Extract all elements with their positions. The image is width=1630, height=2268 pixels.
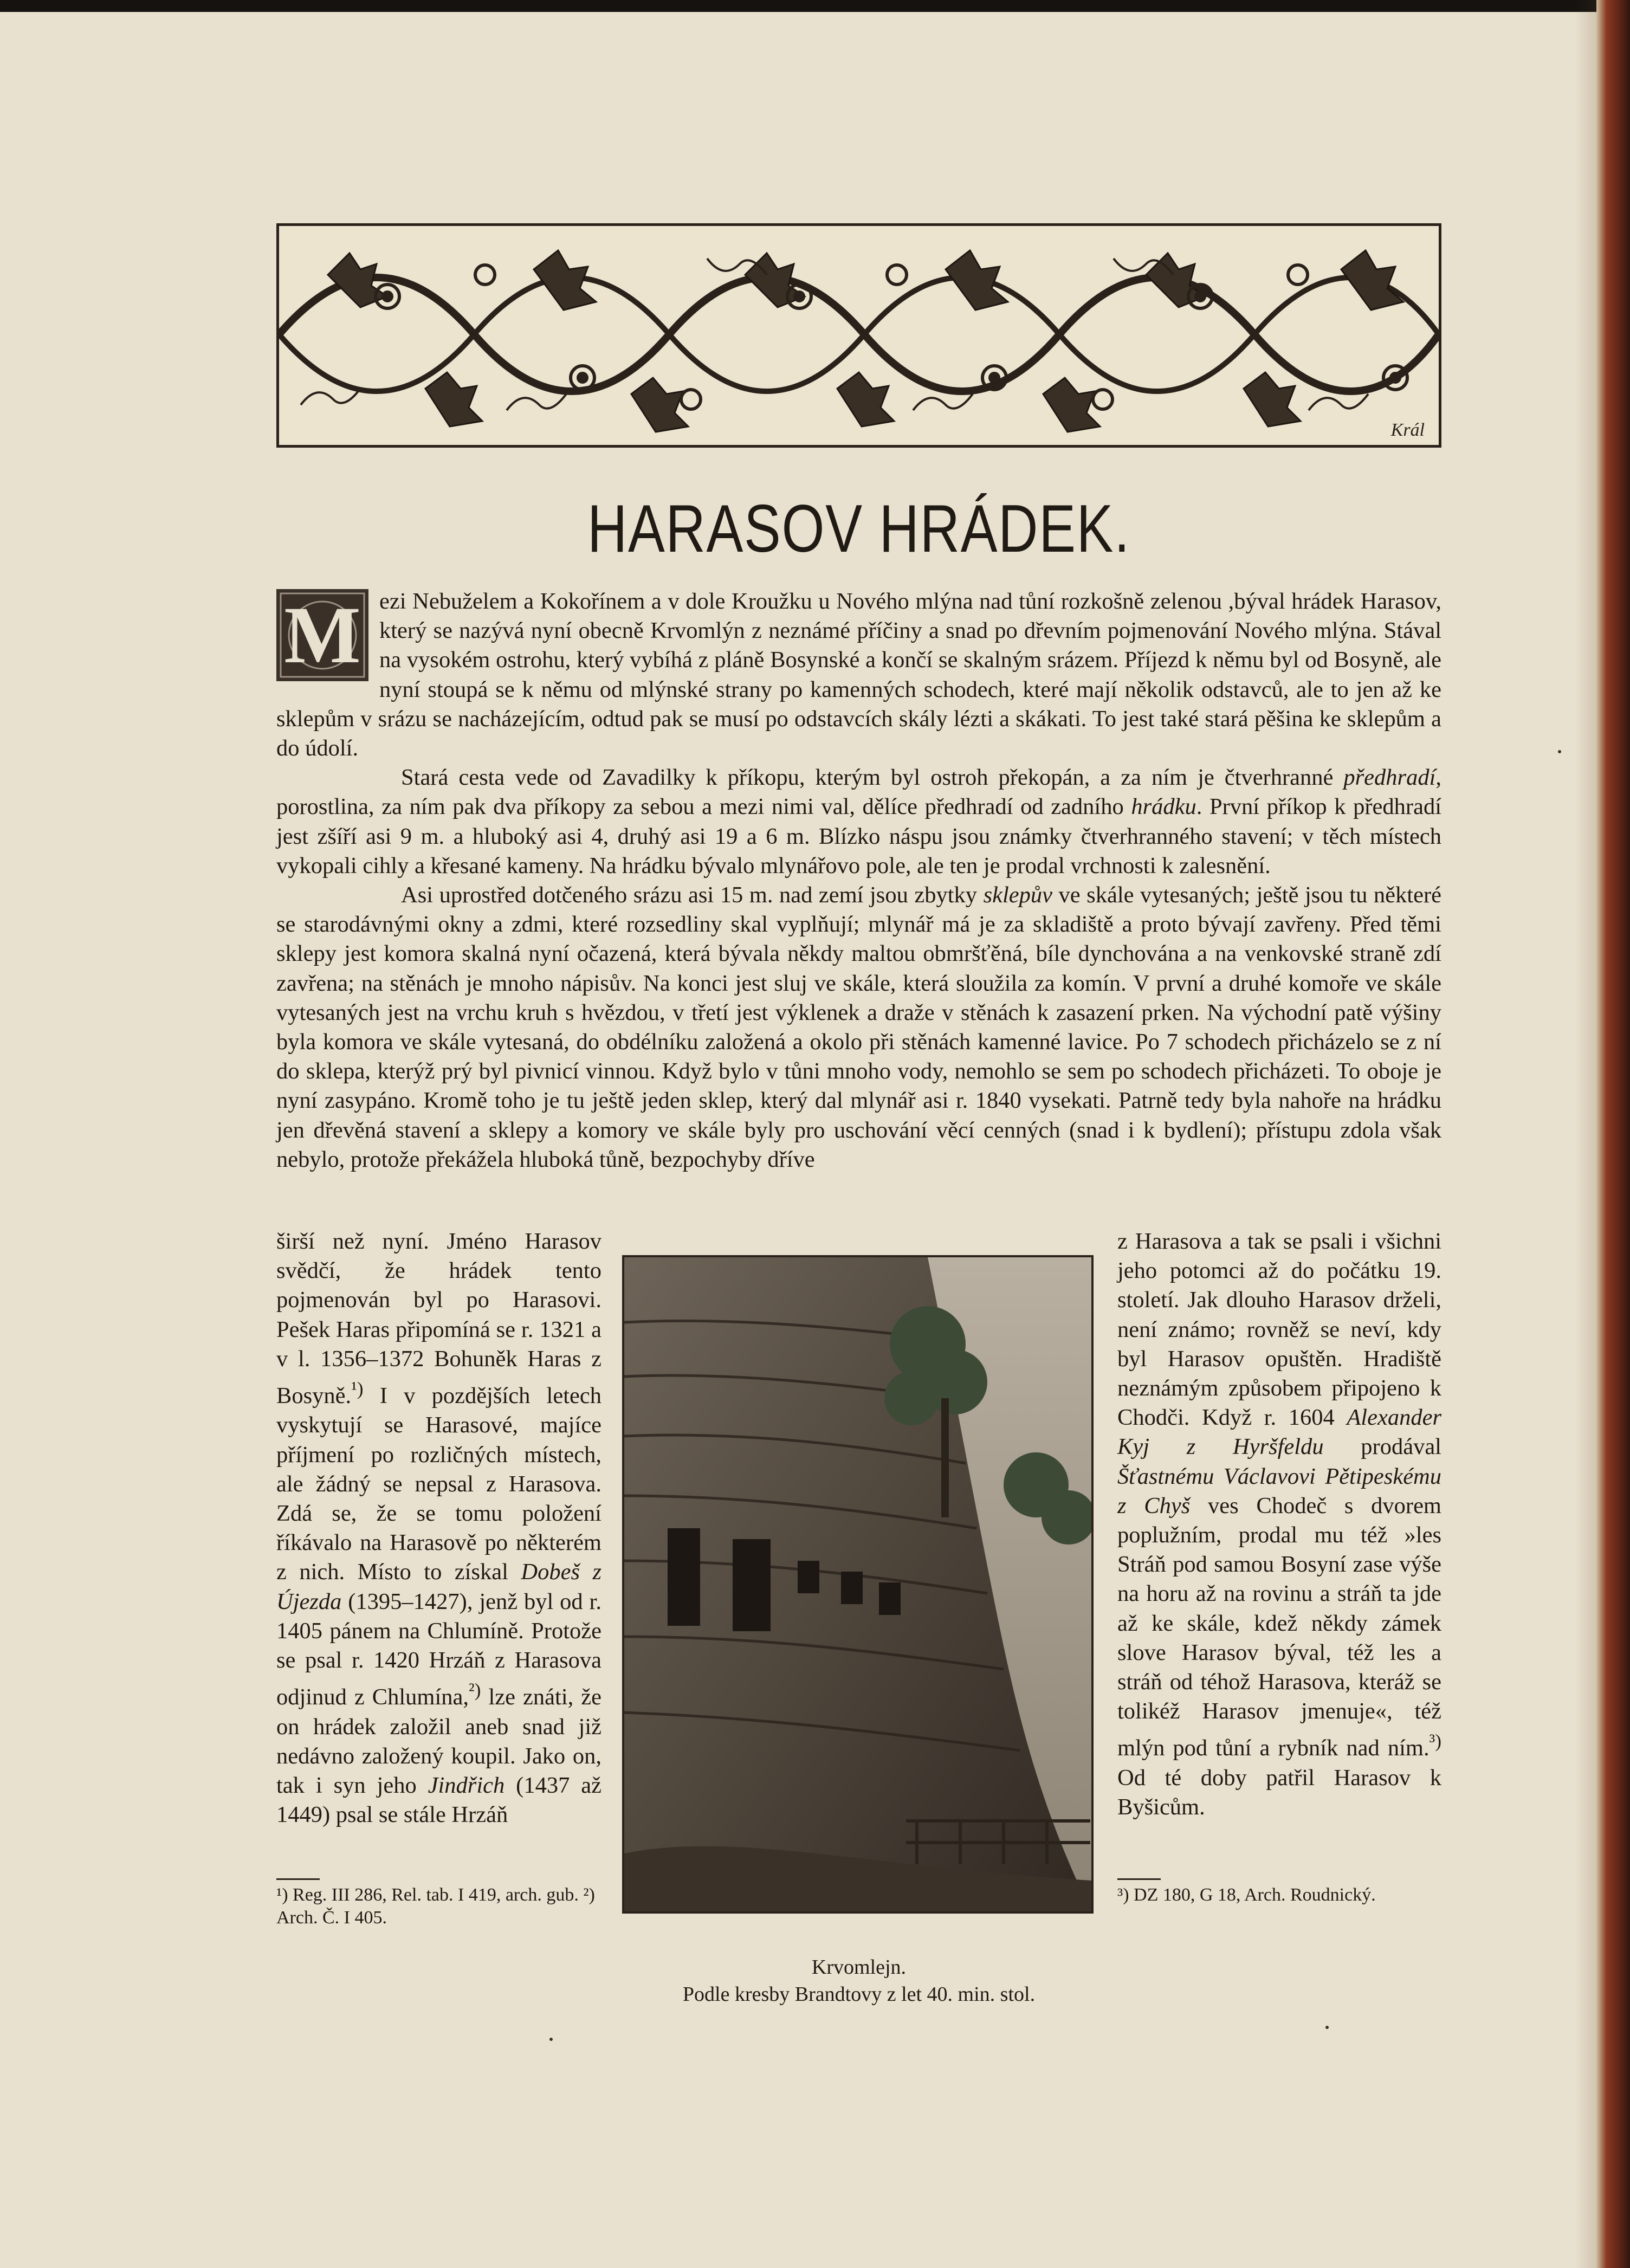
artist-signature: Král [1390, 420, 1425, 440]
dropcap [276, 589, 368, 681]
footnote-rule-left [276, 1878, 320, 1880]
paper-speck [1325, 2026, 1329, 2029]
left-column [276, 1227, 601, 1830]
page-title: HARASOV HRÁDEK. [587, 492, 1131, 566]
figure-caption [596, 1954, 1122, 2008]
paper-speck [549, 2038, 553, 2041]
paragraph-1: ezi Nebuželem a Kokořínem a v dole Kroužku u Nového mlýna nad tůní rozkošně zelenou ,býval hrádek Harasov, který se nazývá nyní obecně Krvomlýn z neznámé příčiny a snad po dřevním pojmenování Nového mlýna. Stával na vysokém ostrohu, který vybíhá z pláně Bosynské a končí se skalným srázem. Příjezd k němu byl od Bosyně, ale nyní stoupá se k němu od mlýnské strany po kamenných schodech, které mají několik odstavců, ale to jen až ke sklepům v srázu se nacházejícím, odtud pak se musí po odstavcích skály lézti a skákati. To jest také stará pěšina ke sklepům a do údolí. [276, 589, 1441, 761]
paper-speck [1558, 750, 1561, 753]
book-binding-edge [1596, 0, 1630, 2268]
caption-credit: Podle kresby Brandtovy z let 40. min. stol. [682, 1983, 1036, 2006]
page-top-edge [0, 0, 1630, 12]
caption-title: Krvomlejn. [811, 1956, 907, 1979]
page-shadow [1575, 0, 1596, 2268]
paragraph-2: Stará cesta vede od Zavadilky k příkopu, kterým byl ostroh překopán, a za ním je čtverhranné předhradí, porostlina, za ním pak dva příkopy za sebou a mezi nimi val, dělíce předhradí od zadního hrádku. První příkop k předhradí jest zšíří asi 9 m. a hluboký asi 4, druhý asi 19 a 6 m. Blízko náspu jsou známky čtverhranného stavení; v těch místech vykopali cihly a křesané kameny. Na hrádku bývalo mlynářovo pole, ale ten je prodal vrchnosti k zalesnění. [276, 765, 1441, 878]
dropcap-letter: M [284, 590, 361, 680]
ornamental-banner [276, 223, 1441, 448]
footnotes-right: ³) DZ 180, G 18, Arch. Roudnický. [1117, 1885, 1376, 1905]
footnotes-left: ¹) Reg. III 286, Rel. tab. I 419, arch. gub. ²) Arch. Č. I 405. [276, 1885, 595, 1928]
vine-ornament-icon [279, 226, 1439, 445]
left-column-text: širší než nyní. Jméno Harasov svědčí, že hrádek tento pojmenován byl po Harasovi. Pešek Haras připomíná se r. 1321 a v l. 1356–1372 Bohuněk Haras z Bosyně.$^{^1)}$ I v pozdějších letech vyskytují se Harasové, majíce příjmení po rozličných místech, ale žádný se nepsal z Harasova. Zdá se, že se tomu položení říkávalo na Harasově po některém z nich. Místo to získal Dobeš z Újezda (1395–1427), jenž byl od r. 1405 pánem na Chlumíně. Protože se psal r. 1420 Hrzáň z Harasova odjinud z Chlumína,$^{^2)}$ lze znáti, že on hrádek založil aneb snad již nedávno založený koupil. Jako on, tak i syn jeho Jindřich (1437 až 1449) psal se stále Hrzáň [276, 1229, 601, 1828]
right-column [1117, 1227, 1441, 1822]
footnote-rule-right [1117, 1878, 1161, 1880]
paragraph-3: Asi uprostřed dotčeného srázu asi 15 m. nad zemí jsou zbytky sklepův ve skále vytesaných; ještě jsou tu některé se starodávnými okny a zdmi, které rozsedliny skal vyplňují; mlynář má je za skladiště a proto bývají zavřeny. Před těmi sklepy jest komora skalná nyní očazená, která bývala někdy maltou obmršťěná, bíle dynchována a na venkovské straně zdí zavřena; na stěnách je mnoho nápisův. Na konci jest sluj ve skále, která sloužila za komín. V první a druhé komoře ve skále vytesaných jest na vrchu kruh s hvězdou, v třetí jest výklenek a draže v stěnách k zasazení prken. Na východní patě výšiny byla komora ve skále vytesaná, do obdélníku založená a okolo při stěnách kamenné lavice. Po 7 schodech přicházelo se z ní do sklepa, kterýž prý byl pivnicí vinnou. Když bylo v tůni mnoho vody, nemohlo se sem po schodech přicházeti. To oboje je nyní zasypáno. Kromě toho je tu ještě jeden sklep, který dal mlynář asi r. 1840 vysekati. Patrně tedy byla nahoře na hrádku jen dřevěná stavení a sklepy a komory ve skále byly pro uschování věcí cenných (snad i k bydlení); přístupu zdola však nebylo, protože překážela hluboká tůně, bezpochyby dříve [276, 882, 1441, 1172]
right-column-text: z Harasova a tak se psali i všichni jeho potomci až do počátku 19. století. Jak dlouho Harasov drželi, není známo; rovněž se neví, kdy byl Harasov opuštěn. Hradiště neznámým způsobem připojeno k Chodči. Když r. 1604 Alexander Kyj z Hyršfeldu prodával Šťastnému Václavovi Pětipeskému z Chyš ves Chodeč s dvorem poplužním, prodal mu též »les Stráň pod samou Bosyní zase výše na horu až na rovinu a stráň ta jde až ke skále, kdež někdy zámek slove Harasov býval, též les a stráň od téhož Harasova, kteráž se tolikéž Harasov jmenuje«, též mlýn pod tůní a rybník nad ním.$^{^3)}$ Od té doby patřil Harasov k Byšicům. [1117, 1229, 1441, 1820]
rock-cliff-engraving-icon [624, 1257, 1091, 1911]
illustration-krvomlejn [622, 1255, 1094, 1914]
intro-text [276, 587, 1441, 1174]
